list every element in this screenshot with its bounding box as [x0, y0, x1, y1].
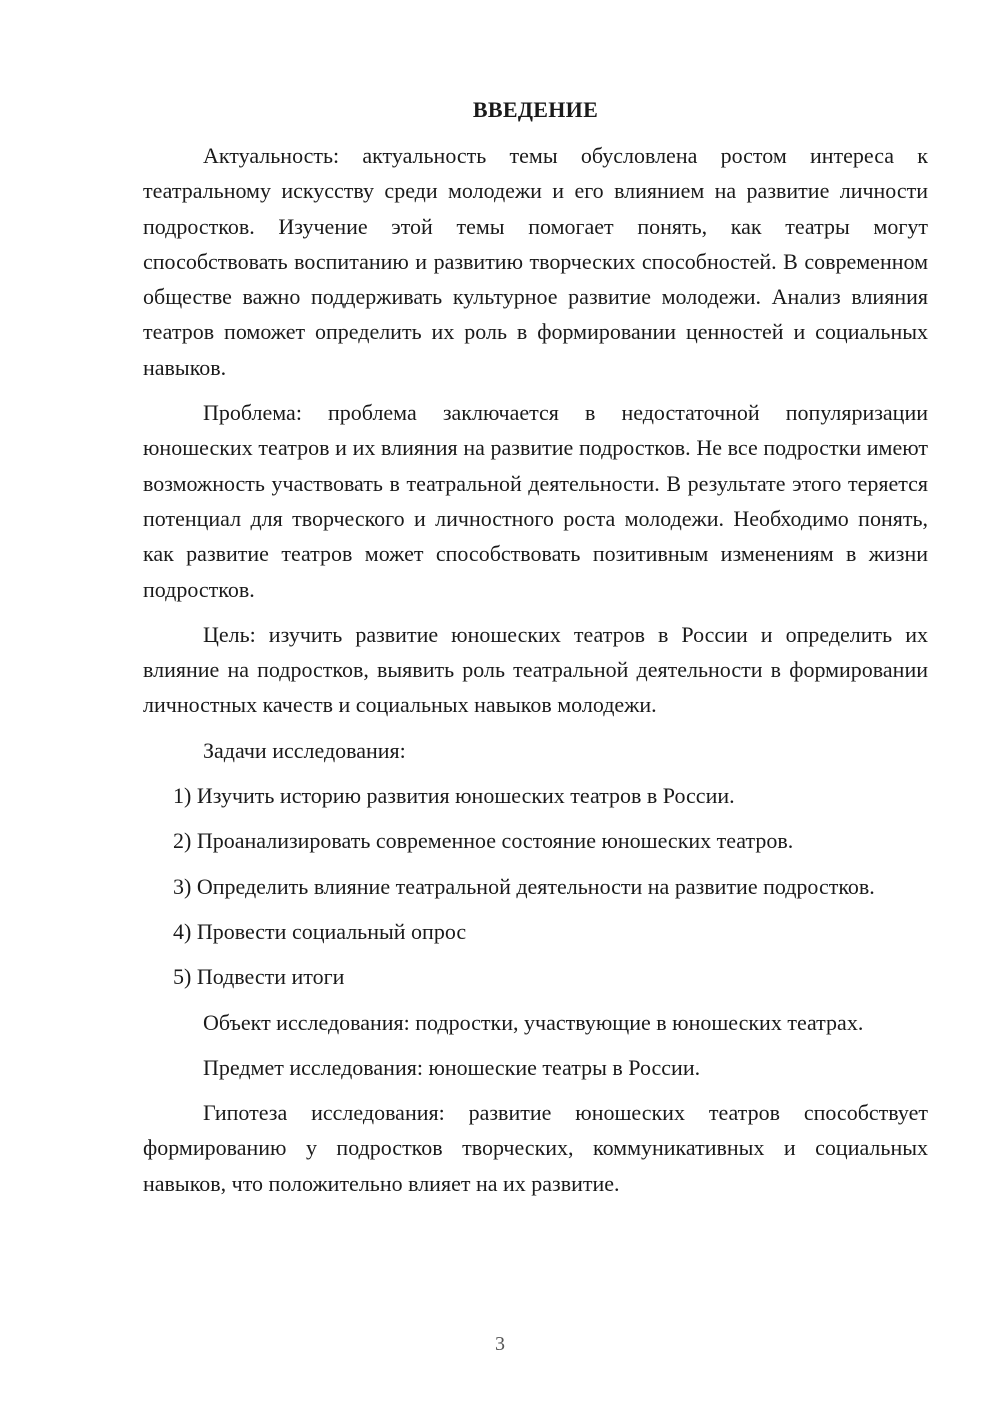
tasks-heading: Задачи исследования: [203, 737, 406, 763]
page-number: 3 [495, 1333, 505, 1355]
page-title: ВВЕДЕНИЕ [472, 97, 599, 122]
problem-paragraph: Проблема: проблема заключается в недостаточной популяризации юношеских театров и их влияния на развитие подростков. Не все подростки имеют возможность участвовать в театральной деятельности. В результате этого теряется потенциал для творческого и личностного роста молодежи. Необходимо понять, как развитие театров может способствовать позитивным изменениям в жизни подростков. [143, 400, 928, 602]
subject-paragraph: Предмет исследования: юношеские театры в России. [203, 1054, 701, 1080]
document-page [143, 94, 928, 1201]
task-item-3: 3) Определить влияние театральной деятельности на развитие подростков. [173, 873, 875, 899]
task-item-5: 5) Подвести итоги [173, 964, 345, 990]
task-item-1: 1) Изучить историю развития юношеских театров в России. [173, 783, 735, 809]
object-paragraph: Объект исследования: подростки, участвующие в юношеских театрах. [203, 1009, 864, 1035]
task-item-4: 4) Провести социальный опрос [173, 918, 467, 944]
hypothesis-paragraph: Гипотеза исследования: развитие юношеских театров способствует формированию у подростков творческих, коммуникативных и социальных навыков, что положительно влияет на их развитие. [143, 1100, 928, 1196]
relevance-paragraph: Актуальность: актуальность темы обусловлена ростом интереса к театральному искусству среди молодежи и его влиянием на развитие личности подростков. Изучение этой темы помогает понять, как театры могут способствовать воспитанию и развитию творческих способностей. В современном обществе важно поддерживать культурное развитие молодежи. Анализ влияния театров поможет определить их роль в формировании ценностей и социальных навыков. [143, 143, 928, 380]
goal-paragraph: Цель: изучить развитие юношеских театров в России и определить их влияние на подростков, выявить роль театральной деятельности в формировании личностных качеств и социальных навыков молодежи. [143, 621, 928, 718]
task-item-2: 2) Проанализировать современное состояние юношеских театров. [173, 828, 794, 854]
